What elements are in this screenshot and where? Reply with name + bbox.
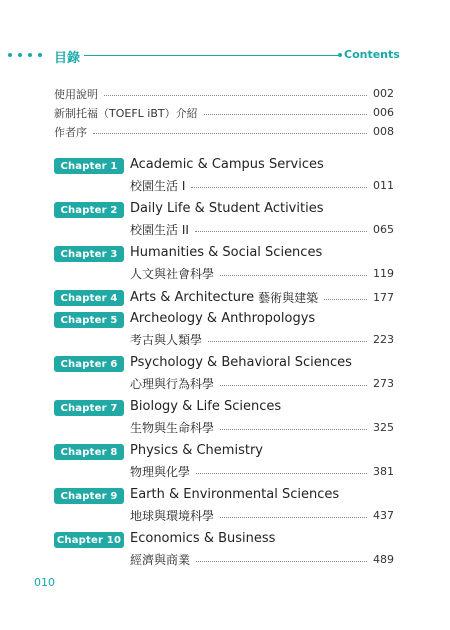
leader-dots — [220, 385, 367, 386]
chapter-title-zh: 物理與化學 — [130, 465, 191, 479]
toc-entry-instructions[interactable] — [54, 84, 394, 103]
leader-dots — [104, 95, 367, 96]
chapter-title-en: Humanities & Social Sciences — [130, 245, 323, 260]
entry-label: 新制托福（TOEFL iBT）介紹 — [54, 106, 198, 120]
chapter-entry-3[interactable] — [54, 244, 394, 288]
front-matter-list — [54, 84, 394, 141]
chapter-title-zh: 地球與環境科學 — [130, 509, 215, 523]
chapter-page: 011 — [373, 179, 394, 192]
dot-icon — [38, 53, 42, 57]
chapter-title-en: Academic & Campus Services — [130, 157, 324, 172]
entry-label: 作者序 — [54, 125, 87, 139]
chapter-badge: Chapter 9 — [54, 488, 124, 504]
chapter-badge: Chapter 10 — [54, 532, 124, 548]
chapter-title-en: Biology & Life Sciences — [130, 399, 282, 414]
leader-dots — [208, 341, 367, 342]
chapter-title-en: Arts & Architecture — [130, 290, 255, 305]
chapter-title-en: Earth & Environmental Sciences — [130, 487, 340, 502]
chapter-entry-4[interactable] — [54, 288, 394, 310]
chapter-badge: Chapter 6 — [54, 356, 124, 372]
chapter-page: 223 — [373, 333, 394, 346]
chapter-title-zh: 校園生活 I — [130, 179, 186, 193]
entry-page: 002 — [373, 87, 394, 100]
leader-dots — [191, 187, 367, 188]
chapter-entry-7[interactable] — [54, 398, 394, 442]
chapter-title-zh: 校園生活 II — [130, 223, 189, 237]
toc-title-zh: 目錄 — [54, 51, 81, 66]
chapter-page: 065 — [373, 223, 394, 236]
chapter-entry-10[interactable] — [54, 530, 394, 574]
chapter-page: 325 — [373, 421, 394, 434]
chapter-title-zh: 心理與行為科學 — [130, 377, 215, 391]
chapter-page: 119 — [373, 267, 394, 280]
leader-dots — [220, 517, 367, 518]
entry-page: 008 — [373, 125, 394, 138]
chapter-title-en: Daily Life & Student Activities — [130, 201, 324, 216]
chapter-title-zh: 經濟與商業 — [130, 553, 191, 567]
leader-dots — [196, 561, 367, 562]
leader-dots — [93, 133, 367, 134]
chapter-page: 381 — [373, 465, 394, 478]
chapter-entry-8[interactable] — [54, 442, 394, 486]
chapter-title-en: Psychology & Behavioral Sciences — [130, 355, 352, 370]
leader-dots — [195, 231, 367, 232]
chapter-badge: Chapter 4 — [54, 290, 124, 306]
chapter-page: 489 — [373, 553, 394, 566]
chapter-badge: Chapter 3 — [54, 246, 124, 262]
chapter-list — [54, 156, 394, 574]
entry-page: 006 — [373, 106, 394, 119]
chapter-badge: Chapter 8 — [54, 444, 124, 460]
rule-end-dot — [338, 53, 342, 57]
leader-dots — [220, 429, 367, 430]
dot-icon — [8, 53, 12, 57]
chapter-entry-6[interactable] — [54, 354, 394, 398]
dot-icon — [28, 53, 32, 57]
toc-entry-toefl-intro[interactable] — [54, 103, 394, 122]
chapter-title-zh: 藝術與建築 — [258, 291, 319, 305]
chapter-title-zh: 生物與生命科學 — [130, 421, 215, 435]
chapter-badge: Chapter 2 — [54, 202, 124, 218]
dot-icon — [18, 53, 22, 57]
entry-label: 使用說明 — [54, 87, 98, 101]
chapter-title-en: Economics & Business — [130, 531, 276, 546]
leader-dots — [220, 275, 367, 276]
chapter-title-en: Physics & Chemistry — [130, 443, 263, 458]
chapter-entry-5[interactable] — [54, 310, 394, 354]
chapter-badge: Chapter 7 — [54, 400, 124, 416]
chapter-title-zh: 人文與社會科學 — [130, 267, 215, 281]
chapter-badge: Chapter 5 — [54, 312, 124, 328]
leader-dots — [204, 114, 367, 115]
chapter-page: 273 — [373, 377, 394, 390]
chapter-entry-2[interactable] — [54, 200, 394, 244]
chapter-badge: Chapter 1 — [54, 158, 124, 174]
leader-dots — [196, 473, 367, 474]
header-rule — [84, 55, 340, 56]
page-number: 010 — [34, 576, 55, 589]
chapter-entry-9[interactable] — [54, 486, 394, 530]
chapter-title-zh: 考古與人類學 — [130, 333, 203, 347]
chapter-page: 437 — [373, 509, 394, 522]
chapter-title-en: Archeology & Anthropologys — [130, 311, 316, 326]
chapter-entry-1[interactable] — [54, 156, 394, 200]
toc-entry-preface[interactable] — [54, 122, 394, 141]
toc-header — [0, 44, 450, 68]
leader-dots — [324, 299, 367, 300]
toc-title-en: Contents — [344, 48, 400, 61]
chapter-page: 177 — [373, 291, 394, 304]
